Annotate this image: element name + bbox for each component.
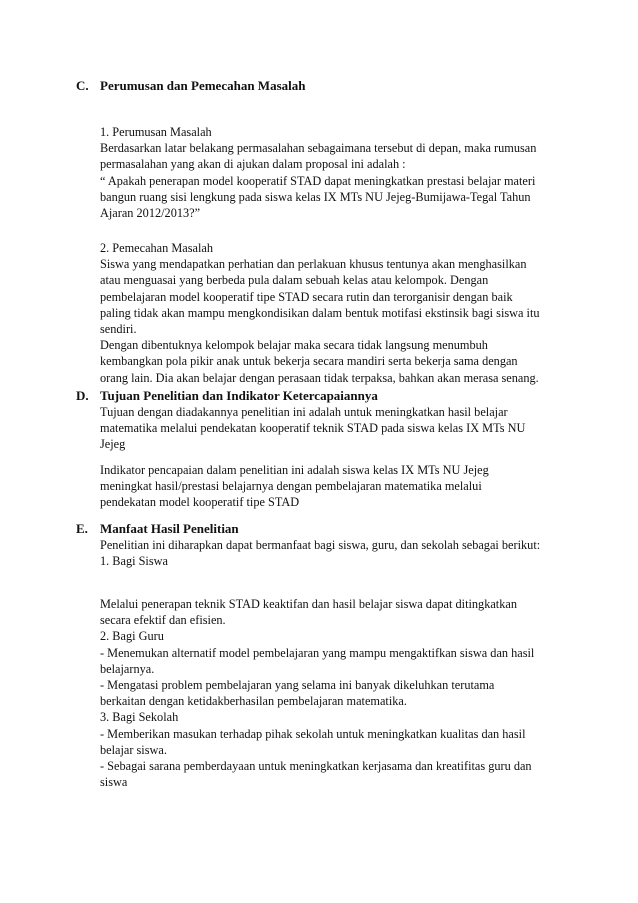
paragraph-line: - Memberikan masukan terhadap pihak sekolah untuk meningkatkan kualitas dan hasil <box>100 726 526 741</box>
paragraph-line: paling tidak akan mampu mengkondisikan dalam bentuk motifasi ekstinsik bagi siswa itu <box>100 305 540 320</box>
section-d-title: Tujuan Penelitian dan Indikator Ketercapaiannya <box>100 388 378 403</box>
section-e-intro <box>100 537 570 569</box>
paragraph-line: Melalui penerapan teknik STAD keaktifan dan hasil belajar siswa dapat ditingkatkan <box>100 597 517 611</box>
paragraph-line: Indikator pencapaian dalam penelitian ini adalah siswa kelas IX MTs NU Jejeg <box>100 463 489 477</box>
paragraph-line: Siswa yang mendapatkan perhatian dan perlakuan khusus tentunya akan menghasilkan <box>100 257 527 272</box>
section-e-body <box>100 596 570 790</box>
paragraph-line: Jejeg <box>100 437 126 452</box>
section-e-title: Manfaat Hasil Penelitian <box>100 521 239 536</box>
paragraph-line: Tujuan dengan diadakannya penelitian ini adalah untuk meningkatkan hasil belajar <box>100 405 508 419</box>
paragraph-line: pembelajaran model kooperatif tipe STAD secara rutin dan terorganisir dengan baik <box>100 289 513 304</box>
paragraph-line: Ajaran 2012/2013?” <box>100 206 201 221</box>
section-e-letter: E. <box>76 521 88 536</box>
paragraph-line: - Sebagai sarana pemberdayaan untuk meningkatkan kerjasama dan kreatifitas guru dan <box>100 759 532 774</box>
paragraph-line: Berdasarkan latar belakang permasalahan sebagaimana tersebut di depan, maka rumusan <box>100 141 537 156</box>
list-item: 2. Bagi Guru <box>100 629 164 644</box>
sub1-heading: 1. Perumusan Masalah <box>100 125 212 139</box>
paragraph-line: siswa <box>100 775 128 790</box>
section-e-heading <box>76 521 239 537</box>
paragraph-line: permasalahan yang akan di ajukan dalam proposal ini adalah : <box>100 157 406 172</box>
paragraph-line: atau menguasai yang berbeda pula dalam sebuah kelas atau kelompok. Dengan <box>100 273 489 288</box>
section-c-letter: C. <box>76 78 89 93</box>
section-c-sub1 <box>100 124 570 221</box>
section-d-para2 <box>100 462 570 511</box>
section-d-letter: D. <box>76 388 89 403</box>
section-d-heading <box>76 388 378 404</box>
paragraph-line: kembangkan pola pikir anak untuk bekerja secara mandiri serta bekerja sama dengan <box>100 354 518 369</box>
paragraph-line: meningkat hasil/prestasi belajarnya dengan pembelajaran matematika melalui <box>100 479 482 494</box>
paragraph-line: Dengan dibentuknya kelompok belajar maka secara tidak langsung menumbuh <box>100 338 488 353</box>
sub2-heading: 2. Pemecahan Masalah <box>100 241 214 255</box>
section-c-sub2 <box>100 240 570 386</box>
paragraph-line: sendiri. <box>100 322 137 337</box>
section-c-heading <box>76 78 305 94</box>
list-item: 1. Bagi Siswa <box>100 554 168 569</box>
paragraph-line: pendekatan model kooperatif tipe STAD <box>100 495 300 510</box>
paragraph-line: orang lain. Dia akan belajar dengan perasaan tidak terpaksa, bahkan akan merasa senang. <box>100 370 539 385</box>
paragraph-line: belajarnya. <box>100 661 155 676</box>
paragraph-line: bangun ruang sisi lengkung pada siswa kelas IX MTs NU Jejeg-Bumijawa-Tegal Tahun <box>100 189 531 204</box>
paragraph-line: “ Apakah penerapan model kooperatif STAD dapat meningkatkan prestasi belajar materi <box>100 173 536 188</box>
paragraph-line: secara efektif dan efisien. <box>100 613 226 628</box>
paragraph-line: Penelitian ini diharapkan dapat bermanfaat bagi siswa, guru, dan sekolah sebagai berikut: <box>100 538 541 552</box>
paragraph-line: matematika melalui pendekatan kooperatif teknik STAD pada siswa kelas IX MTs NU <box>100 421 526 436</box>
section-d-para1 <box>100 404 570 453</box>
paragraph-line: belajar siswa. <box>100 742 167 757</box>
paragraph-line: - Mengatasi problem pembelajaran yang selama ini banyak dikeluhkan terutama <box>100 678 495 693</box>
list-item: 3. Bagi Sekolah <box>100 710 179 725</box>
paragraph-line: - Menemukan alternatif model pembelajaran yang mampu mengaktifkan siswa dan hasil <box>100 645 535 660</box>
paragraph-line: berkaitan dengan ketidakberhasilan pembelajaran matematika. <box>100 694 407 709</box>
section-c-title: Perumusan dan Pemecahan Masalah <box>100 78 306 93</box>
